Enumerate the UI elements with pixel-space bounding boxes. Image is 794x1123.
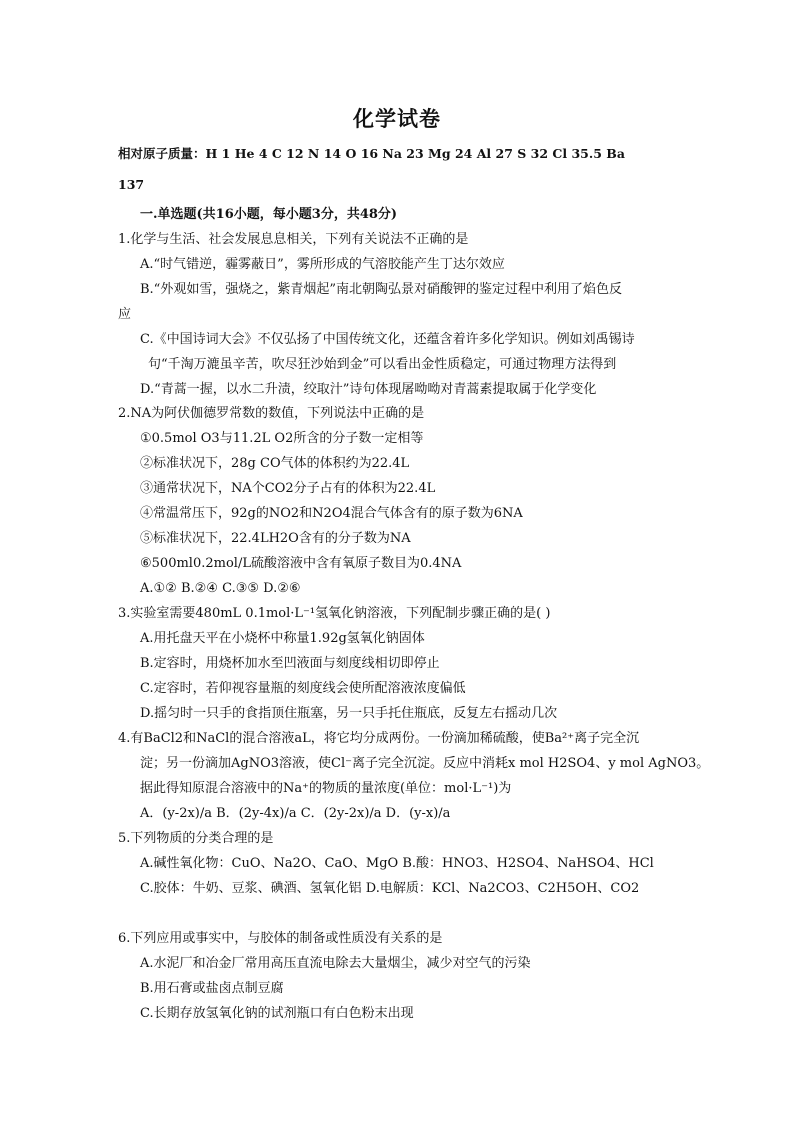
question-1-option-b-cont: 应	[118, 307, 132, 322]
question-3-option-b: B.定容时，用烧杯加水至凹液面与刻度线相切即停止	[140, 656, 440, 671]
question-6-option-c: C.长期存放氢氧化钠的试剂瓶口有白色粉末出现	[140, 1006, 414, 1021]
section-heading: 一.单选题(共16小题，每小题3分，共48分)	[140, 207, 398, 222]
question-3-option-d: D.摇匀时一只手的食指顶住瓶塞，另一只手托住瓶底，反复左右摇动几次	[140, 706, 558, 721]
question-2-item-6: ⑥500ml0.2mol/L硫酸溶液中含有氧原子数目为0.4NA	[140, 556, 462, 571]
question-3-stem: 3.实验室需要480mL 0.1mol·L⁻¹氢氧化钠溶液，下列配制步骤正确的是( )	[118, 606, 551, 621]
question-4-stem-cont-2: 据此得知原混合溶液中的Na⁺的物质的量浓度(单位：mol·L⁻¹)为	[140, 781, 512, 796]
question-2-options: A.①② B.②④ C.③⑤ D.②⑥	[140, 581, 301, 596]
question-5-options-ab: A.碱性氧化物：CuO、Na2O、CaO、MgO B.酸：HNO3、H2SO4、NaHSO4、HCl	[140, 856, 654, 871]
question-1-stem: 1.化学与生活、社会发展息息相关，下列有关说法不正确的是	[118, 232, 469, 247]
question-6-option-b: B.用石膏或盐卤点制豆腐	[140, 981, 284, 996]
atomic-masses-line-2: 137	[118, 177, 145, 192]
question-6-option-a: A.水泥厂和冶金厂常用高压直流电除去大量烟尘，减少对空气的污染	[140, 956, 531, 971]
question-3-option-a: A.用托盘天平在小烧杯中称量1.92g氢氧化钠固体	[140, 631, 425, 646]
question-1-option-b: B.“外观如雪，强烧之，紫青烟起”南北朝陶弘景对硝酸钾的鉴定过程中利用了焰色反	[140, 282, 622, 297]
question-1-option-d: D.“青蒿一握，以水二升渍，绞取汁”诗句体现屠呦呦对青蒿素提取属于化学变化	[140, 382, 597, 397]
atomic-masses-line-1: 相对原子质量：H 1 He 4 C 12 N 14 O 16 Na 23 Mg 24 Al 27 S 32 Cl 35.5 Ba	[118, 146, 625, 161]
question-5-options-cd: C.胶体：牛奶、豆浆、碘酒、氢氧化铝 D.电解质：KCl、Na2CO3、C2H5OH、CO2	[140, 881, 640, 896]
question-1-option-c-cont: 句“千淘万漉虽辛苦，吹尽狂沙始到金”可以看出金性质稳定，可通过物理方法得到	[148, 357, 617, 372]
question-2-item-4: ④常温常压下，92g的NO2和N2O4混合气体含有的原子数为6NA	[140, 506, 523, 521]
question-4-options: A．(y-2x)/a B．(2y-4x)/a C．(2y-2x)/a D．(y-x)/a	[140, 806, 451, 821]
question-1-option-a: A.“时气错逆，霾雾蔽日”，雾所形成的气溶胶能产生丁达尔效应	[140, 257, 505, 272]
question-2-item-2: ②标准状况下，28g CO气体的体积约为22.4L	[140, 456, 410, 471]
question-2-item-1: ①0.5mol O3与11.2L O2所含的分子数一定相等	[140, 431, 424, 446]
question-5-stem: 5.下列物质的分类合理的是	[118, 831, 274, 846]
question-1-option-c: C.《中国诗词大会》不仅弘扬了中国传统文化，还蕴含着许多化学知识。例如刘禹锡诗	[140, 332, 635, 347]
question-2-item-5: ⑤标准状况下，22.4LH2O含有的分子数为NA	[140, 531, 411, 546]
question-4-stem: 4.有BaCl2和NaCl的混合溶液aL，将它均分成两份。一份滴加稀硫酸，使Ba²⁺离子完全沉	[118, 731, 640, 746]
page-title: 化学试卷	[353, 106, 441, 131]
question-2-item-3: ③通常状况下，NA个CO2分子占有的体积为22.4L	[140, 481, 436, 496]
question-6-stem: 6.下列应用或事实中，与胶体的制备或性质没有关系的是	[118, 931, 443, 946]
question-3-option-c: C.定容时，若仰视容量瓶的刻度线会使所配溶液浓度偏低	[140, 681, 466, 696]
question-2-stem: 2.NA为阿伏伽德罗常数的数值，下列说法中正确的是	[118, 406, 425, 421]
question-4-stem-cont-1: 淀；另一份滴加AgNO3溶液，使Cl⁻离子完全沉淀。反应中消耗x mol H2SO4、y mol AgNO3。	[140, 756, 710, 771]
